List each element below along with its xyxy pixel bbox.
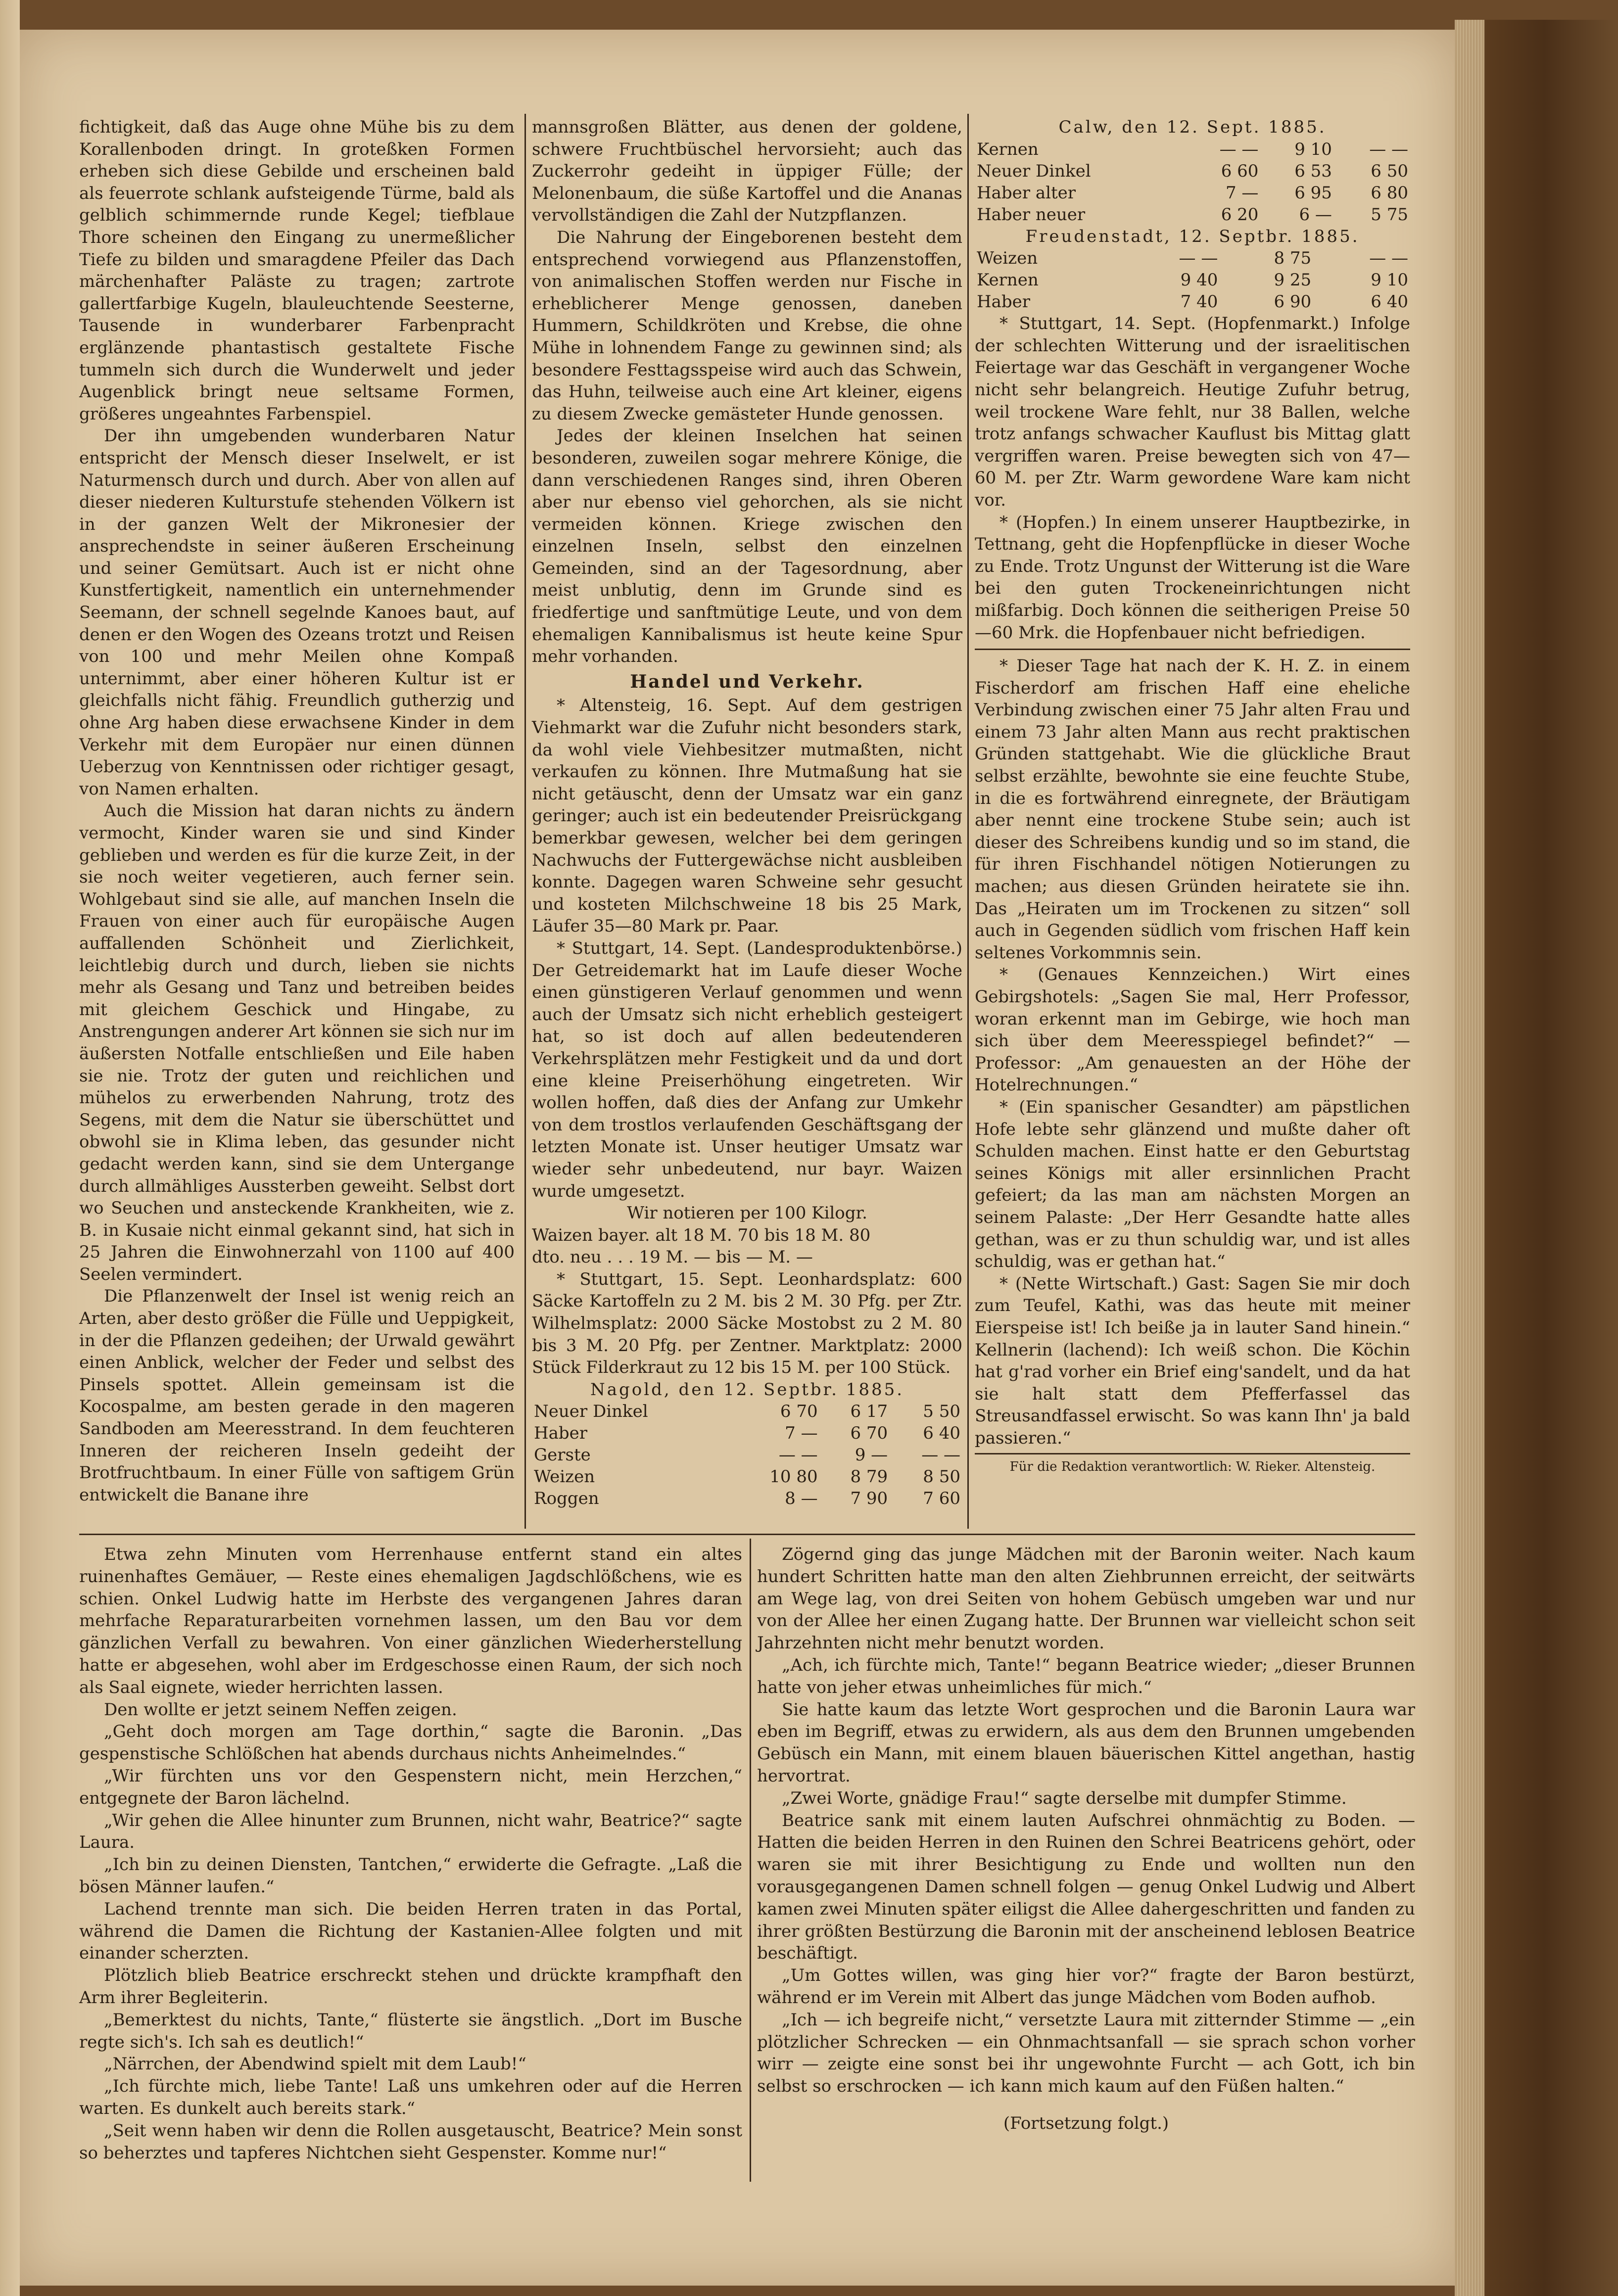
- story-column-left: [79, 1544, 742, 2164]
- waizen-line-2: dto. neu . . . 19 M. — bis — M. —: [532, 1247, 813, 1267]
- story-right-paragraph: „Ich — ich begreife nicht,“ versetzte Laura mit zitternder Stimme — „ein plötzlicher Schrecken — ein Ohnmachtsanfall — sie sprach schon vorher wirr — zeigte eine sonst bei ihr ungewohnte Furcht — ach Gott, ich bin selbst so erschrocken — ich kann mich kaum auf den Füßen halten.“: [757, 2010, 1415, 2097]
- section-rule: [975, 649, 1410, 650]
- story-left-paragraph: „Bemerktest du nichts, Tante,“ flüsterte sie ängstlich. „Dort im Busche regte sich's. Ich sah es deutlich!“: [79, 2010, 742, 2052]
- table-row: Haber neuer 6 20 6 — 5 75: [977, 204, 1408, 225]
- col2-paragraph-2: Die Nahrung der Eingeborenen besteht dem entsprechend vorwiegend aus Pflanzenstoffen, von animalischen Stoffen werden nur Fische in erheblicherer Menge genossen, daneben Hummern, Schildkröten und Krebse, die ohne Mühe in lohnendem Fange zu gewinnen sind; als besondere Festtagsspeise wird auch das Schwein, das Huhn, teilweise auch eine Art kleiner, eigens zu diesem Zwecke gemästeter Hunde genossen.: [532, 227, 962, 424]
- story-left-paragraph: „Wir gehen die Allee hinunter zum Brunnen, nicht wahr, Beatrice?“ sagte Laura.: [79, 1810, 742, 1853]
- freudenstadt-title: Freudenstadt, 12. Septbr. 1885.: [1025, 226, 1360, 246]
- calw-title: Calw, den 12. Sept. 1885.: [1058, 117, 1327, 137]
- table-row: Weizen — — 8 75 — —: [977, 248, 1408, 269]
- table-row: Haber 7 40 6 90 6 40: [977, 292, 1408, 312]
- story-left-paragraph: „Seit wenn haben wir denn die Rollen ausgetauscht, Beatrice? Mein sonst so beherztes und tapferes Nichtchen sieht Gespenster. Komme nur!“: [79, 2120, 742, 2163]
- nagold-price-table: [532, 1401, 962, 1509]
- col1-paragraph-1: fichtigkeit, daß das Auge ohne Mühe bis zu dem Korallenboden dringt. In groteßken Formen erheben sich diese Gebilde und erscheinen bald als feuerrote schlank aufsteigende Türme, bald als gelblich schimmernde runde Kegel; tiefblaue Thore scheinen den Eingang zu unermeßlicher Tiefe zu bilden und smaragdene Pfeiler das Dach märchenhafter Paläste zu tragen; zartrote gallertfarbige Kugeln, blauleuchtende Seesterne, Tausende in wunderbarer Farbenpracht erglänzende phantastisch gestaltete Fische tummeln sich durch die Wunderwelt und jeder Augenblick bringt neue seltsame Formen, größeres ungeahntes Farbenspiel.: [79, 117, 515, 424]
- misc-paragraph-1: * Dieser Tage hat nach der K. H. Z. in einem Fischerdorf am frischen Haff eine eheliche Verbindung zwischen einer 75 Jahr alten Frau und einem 73 Jahr alten Mann aus recht praktischen Gründen stattgehabt. Wie die glückliche Braut selbst erzählte, bewohnte sie eine feuchte Stube, in die es fortwährend einregnete, der Bräutigam aber nennt eine trockene Stube sein; auch ist dieser des Schreibens kundig und so im stand, die für ihren Fischhandel nötigen Notierungen zu machen; aus diesen Gründen heiratete sie ihn. Das „Heiraten um im Trockenen zu sitzen“ soll auch in Gegenden südlich vom frischen Haff kein seltenes Vorkommnis sein.: [975, 656, 1410, 963]
- calw-price-table: [975, 139, 1410, 226]
- story-column-rule: [750, 1539, 751, 2182]
- credit-rule: [975, 1453, 1410, 1454]
- column-rule-1: [524, 114, 526, 1529]
- table-row: Haber alter 7 — 6 95 6 80: [977, 183, 1408, 203]
- table-row: Weizen 10 80 8 79 8 50: [534, 1467, 960, 1487]
- story-left-paragraph: „Geht doch morgen am Tage dorthin,“ sagte die Baronin. „Das gespenstische Schlößchen hat abends durchaus nichts Anheimelndes.“: [79, 1722, 742, 1764]
- story-left-paragraph: „Ich fürchte mich, liebe Tante! Laß uns umkehren oder auf die Herren warten. Es dunkelt auch bereits stark.“: [79, 2076, 742, 2118]
- story-right-paragraph: „Zwei Worte, gnädige Frau!“ sagte derselbe mit dumpfer Stimme.: [782, 1788, 1347, 1808]
- misc-paragraph-2: * (Genaues Kennzeichen.) Wirt eines Gebirgshotels: „Sagen Sie mal, Herr Professor, woran erkennt man im Gebirge, wie hoch man sich über dem Meeresspiegel befindet?“ — Professor: „Am genauesten an der Höhe der Hotelrechnungen.“: [975, 965, 1410, 1095]
- story-left-paragraph: Lachend trennte man sich. Die beiden Herren traten in das Portal, während die Damen die Richtung der Kastanien-Allee folgten und mit einander scherzten.: [79, 1899, 742, 1964]
- misc-paragraph-3: * (Ein spanischer Gesandter) am päpstlichen Hofe lebte sehr glänzend und mußte daher oft Schulden machen. Einst hatte er den Geburtstag seines Königs mit aller ersinnlichen Pracht gefeiert; da las man am nächsten Morgen an seinem Palaste: „Der Herr Gesandte hatte alles gethan, was er zu thun schuldig war, und ist alles schuldig, was er gethan hat.“: [975, 1097, 1410, 1272]
- book-spine: [1455, 20, 1618, 2296]
- column-rule-2: [967, 114, 969, 1529]
- col2-paragraph-3: Jedes der kleinen Inselchen hat seinen besonderen, zuweilen sogar mehrere Könige, die dann verschiedenen Ranges sind, ihren Oberen aber nur ebenso viel gehorchen, als sie nicht vermeiden können. Kriege zwischen den einzelnen Inseln, selbst den einzelnen Gemeinden, sind an der Tagesordnung, aber meist unblutig, denn im Grunde sind es friedfertige und sanftmütige Leute, und von dem ehemaligen Kannibalismus ist heute keine Spur mehr vorhanden.: [532, 426, 962, 667]
- story-left-paragraph: „Wir fürchten uns vor den Gespenstern nicht, mein Herzchen,“ entgegnete der Baron lächelnd.: [79, 1766, 742, 1808]
- hopfenmarkt-report: * Stuttgart, 14. Sept. (Hopfenmarkt.) Infolge der schlechten Witterung und der israelitischen Feiertage war das Geschäft in vergangener Woche nicht sehr belangreich. Heutige Zufuhr betrug, weil trockene Ware fehlt, nur 38 Ballen, welche trotz anfangs schwacher Kauflust bis Mittag glatt vergriffen waren. Preise bewegten sich von 47—60 M. per Ztr. Warm gewordene Ware kam nicht vor.: [975, 314, 1410, 510]
- story-left-paragraph: Plötzlich blieb Beatrice erschreckt stehen und drückte krampfhaft den Arm ihrer Begleiterin.: [79, 1966, 742, 2008]
- table-row: Neuer Dinkel 6 60 6 53 6 50: [977, 161, 1408, 181]
- column-2: [532, 116, 962, 1509]
- table-row: Kernen — — 9 10 — —: [977, 139, 1408, 159]
- story-left-paragraph: „Ich bin zu deinen Diensten, Tantchen,“ erwiderte die Gefragte. „Laß die bösen Männer laufen.“: [79, 1855, 742, 1897]
- col1-paragraph-3: Auch die Mission hat daran nichts zu ändern vermocht, Kinder waren sie und sind Kinder geblieben und werden es für die kurze Zeit, in der sie noch weiter vegetieren, auch ferner sein. Wohlgebaut sind sie alle, auf manchen Inseln die Frauen von einer auch für europäische Augen auffallenden Schönheit und Zierlichkeit, leichtlebig durch und durch, lieben sie nichts mehr als Gesang und Tanz und betreiben beides mit gleichem Geschick und Hingabe, zu Anstrengungen anderer Art können sie sich nur im äußersten Notfalle entschließen und Eile haben sie nie. Trotz der guten und reichlichen und mühelos zu erwerbenden Nahrung, trotz des Segens, mit dem die Natur sie überschüttet und obwohl sie in Klima leben, das gesunder nicht gedacht werden kann, sind sie dem Untergange durch allmähliges Aussterben geweiht. Selbst dort wo Seuchen und ansteckende Krankheiten, wie z. B. in Kusaie nicht einmal gekannt sind, hat sich in 25 Jahren die Einwohnerzahl von 1100 auf 400 Seelen vermindert.: [79, 801, 515, 1284]
- column-3: [975, 116, 1410, 1475]
- story-right-paragraph: Zögernd ging das junge Mädchen mit der Baronin weiter. Nach kaum hundert Schritten hatte man den alten Ziehbrunnen erreicht, der seitwärts am Wege lag, von drei Seiten von hohem Gebüsch umgeben war und nur von der Allee her einen Zugang hatte. Der Brunnen war vielleicht schon seit Jahrzehnten nicht mehr benutzt worden.: [757, 1545, 1415, 1653]
- story-column-right: [757, 1544, 1415, 2135]
- table-row: Gerste — — 9 — — —: [534, 1445, 960, 1465]
- column-1: [79, 116, 515, 1506]
- handel-heading: Handel und Verkehr.: [630, 671, 864, 692]
- table-row: Haber 7 — 6 70 6 40: [534, 1423, 960, 1444]
- story-right-paragraph: Sie hatte kaum das letzte Wort gesprochen und die Baronin Laura war eben im Begriff, etwas zu erwidern, als aus dem den Brunnen umgebenden Gebüsch ein Mann, mit einem blauen bäuerischen Kittel angethan, hastig hervortrat.: [757, 1699, 1415, 1786]
- fortsetzung-note: (Fortsetzung folgt.): [1003, 2113, 1169, 2133]
- notieren-line: Wir notieren per 100 Kilogr.: [627, 1203, 867, 1223]
- story-right-paragraph: „Ach, ich fürchte mich, Tante!“ begann Beatrice wieder; „dieser Brunnen hatte von jeher etwas unheimliches für mich.“: [757, 1655, 1415, 1697]
- page-edge-left: [0, 0, 20, 2296]
- nagold-title: Nagold, den 12. Septbr. 1885.: [590, 1379, 904, 1400]
- table-row: Kernen 9 40 9 25 9 10: [977, 270, 1408, 290]
- story-right-paragraph: Beatrice sank mit einem lauten Aufschrei ohnmächtig zu Boden. — Hatten die beiden Herren in den Ruinen den Schrei Beatricens gehört, oder waren sie mit ihrer Besichtigung zu Ende und wollten nun den vorausgegangenen Damen schnell folgen — genug Onkel Ludwig und Albert kamen zwei Minuten später eiligst die Allee dahergeschritten und fanden zu ihrer größten Bestürzung die Baronin mit der anscheinend leblosen Beatrice beschäftigt.: [757, 1810, 1415, 1964]
- story-left-paragraph: „Närrchen, der Abendwind spielt mit dem Laub!“: [104, 2054, 526, 2074]
- stuttgart-produkte-report: * Stuttgart, 14. Sept. (Landesproduktenbörse.) Der Getreidemarkt hat im Laufe dieser Woche einen günstigeren Verlauf genommen und wenn auch der Umsatz sich nicht erheblich gesteigert hat, so ist doch auf allen bedeutenderen Verkehrsplätzen mehr Festigkeit und da und dort eine kleine Preiserhöhung eingetreten. Wir wollen hoffen, daß dies der Anfang zur Umkehr von dem trostlos verlaufenden Geschäftsgang der letzten Monate ist. Unser heutiger Umsatz war wieder sehr unbedeutend, nur bayr. Waizen wurde umgesetzt.: [532, 938, 962, 1201]
- feuilleton-rule: [79, 1534, 1415, 1535]
- waizen-line-1: Waizen bayer. alt 18 M. 70 bis 18 M. 80: [532, 1225, 871, 1245]
- col2-paragraph-1: mannsgroßen Blätter, aus denen der goldene, schwere Fruchtbüschel hervorsieht; auch das Zuckerrohr gedeiht in üppiger Fülle; der Melonenbaum, die süße Kartoffel und die Ananas vervollständigen die Zahl der Nutzpflanzen.: [532, 117, 962, 226]
- hopfen-tettnang-report: * (Hopfen.) In einem unserer Hauptbezirke, in Tettnang, geht die Hopfenpflücke in dieser Woche zu Ende. Trotz Ungunst der Witterung ist die Ware bei den guten Trockeneinrichtungen nicht mißfarbig. Doch können die seitherigen Preise 50—60 Mrk. die Hopfenbauer nicht befriedigen.: [975, 512, 1410, 643]
- editor-credit: Für die Redaktion verantwortlich: W. Rieker. Altensteig.: [1009, 1459, 1376, 1475]
- col1-paragraph-2: Der ihn umgebenden wunderbaren Natur entspricht der Mensch dieser Inselwelt, er ist Naturmensch durch und durch. Aber von allen auf dieser niederen Kulturstufe stehenden Völkern ist in der ganzen Welt der Mikronesier der ansprechendste in seiner äußeren Erscheinung und seiner Gemütsart. Auch ist er nicht ohne Kunstfertigkeit, namentlich ein unternehmender Seemann, der schnell segelnde Kanoes baut, auf denen er den Wogen des Ozeans trotzt und Reisen von 100 und mehr Meilen ohne Kompaß unternimmt, aber einer höheren Kultur ist er gleichfalls nicht fähig. Freundlich gutherzig und ohne Arg haben diese erwachsene Kinder in dem Verkehr mit dem Europäer nur einen dünnen Ueberzug von Kenntnissen oder richtiger gesagt, von Namen erhalten.: [79, 426, 515, 799]
- altensteig-report: * Altensteig, 16. Sept. Auf dem gestrigen Viehmarkt war die Zufuhr nicht besonders stark, da wohl viele Viehbesitzer mutmaßten, nicht verkaufen zu können. Ihre Mutmaßung hat sie nicht getäuscht, denn der Umsatz war ein ganz geringer; auch ist ein bedeutender Preisrückgang bemerkbar gewesen, welcher bei dem geringen Nachwuchs der Futtergewächse nicht ausbleiben konnte. Dagegen waren Schweine sehr gesucht und kosteten Milchschweine 18 bis 25 Mark, Läufer 35—80 Mark pr. Paar.: [532, 696, 962, 937]
- story-left-paragraph: Etwa zehn Minuten vom Herrenhause entfernt stand ein altes ruinenhaftes Gemäuer, — Reste eines ehemaligen Jagdschlößchens, wie es schien. Onkel Ludwig hatte im Herbste des vergangenen Jahres daran mehrfache Reparaturarbeiten vornehmen lassen, um den Bau vor dem gänzlichen Verfall zu bewahren. Von einer gänzlichen Wiederherstellung hatte er abgesehen, wohl aber im Erdgeschosse einen Raum, der sich noch als Saal eignete, wieder herrichten lassen.: [79, 1545, 742, 1697]
- table-row: Neuer Dinkel 6 70 6 17 5 50: [534, 1402, 960, 1422]
- table-row: Roggen 8 — 7 90 7 60: [534, 1489, 960, 1509]
- stuttgart-markt-report: * Stuttgart, 15. Sept. Leonhardsplatz: 600 Säcke Kartoffeln zu 2 M. bis 2 M. 30 Pfg. per Ztr. Wilhelmsplatz: 2000 Säcke Mostobst zu 2 M. 80 bis 3 M. 20 Pfg. per Zentner. Marktplatz: 2000 Stück Filderkraut zu 12 bis 15 M. per 100 Stück.: [532, 1269, 962, 1378]
- story-right-paragraph: „Um Gottes willen, was ging hier vor?“ fragte der Baron bestürzt, während er im Verein mit Albert das junge Mädchen vom Boden aufhob.: [757, 1966, 1415, 2008]
- freudenstadt-price-table: [975, 247, 1410, 313]
- story-left-paragraph: Den wollte er jetzt seinem Neffen zeigen.: [104, 1699, 457, 1720]
- misc-paragraph-4: * (Nette Wirtschaft.) Gast: Sagen Sie mir doch zum Teufel, Kathi, was das heute mit meiner Eierspeise ist! Ich beiße ja in lauter Sand hinein.“ Kellnerin (lachend): Ich weiß schon. Die Köchin hat g'rad vorher ein Brief eing'sandelt, und da hat sie halt statt dem Pfefferfassel das Streusandfassel erwischt. So was kann Ihn' ja bald passieren.“: [975, 1273, 1410, 1448]
- col1-paragraph-4: Die Pflanzenwelt der Insel ist wenig reich an Arten, aber desto größer die Fülle und Ueppigkeit, in der die Pflanzen gedeihen; der Urwald gewährt einen Anblick, welcher der Feder und selbst des Pinsels spottet. Allein gemeinsam ist die Kocospalme, am besten gerade in den mageren Sandboden am Meeresstrand. In dem feuchteren Inneren der reicheren Inseln gedeiht der Brotfruchtbaum. In einer Fülle von saftigem Grün entwickelt die Banane ihre: [79, 1286, 515, 1505]
